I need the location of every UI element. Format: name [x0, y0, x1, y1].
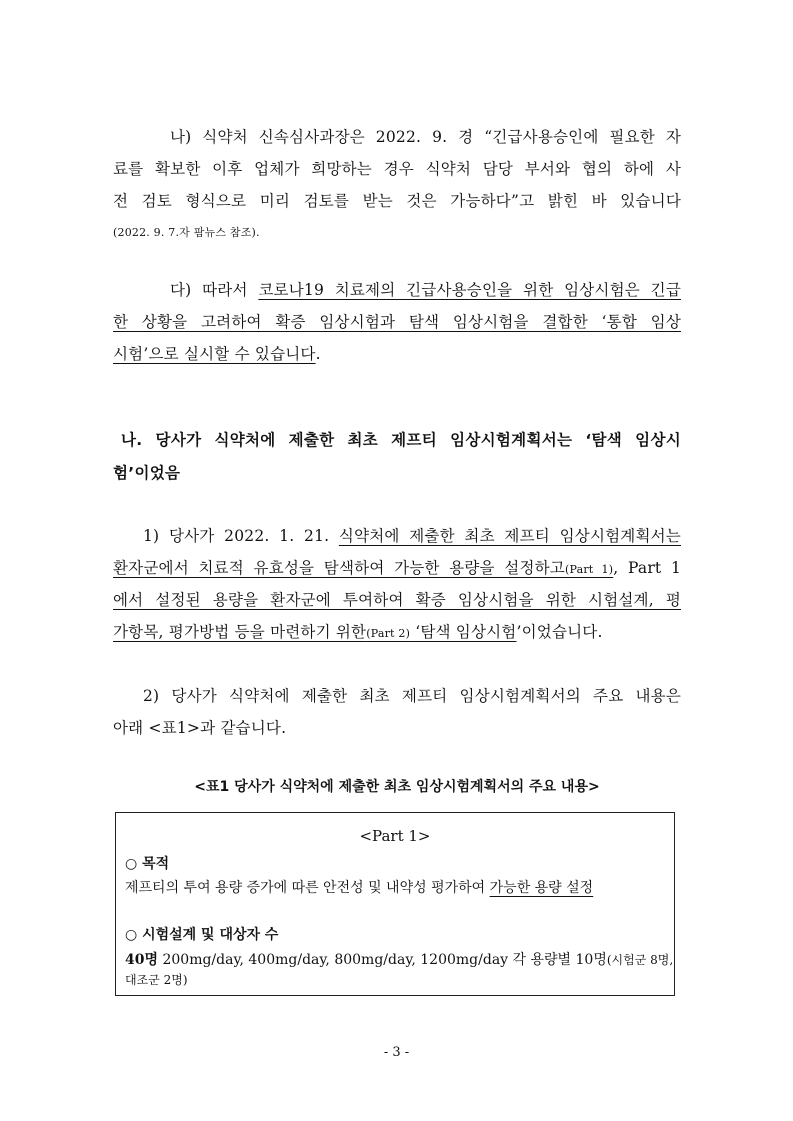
underlined-text: ‘탐색 임상시험	[410, 623, 517, 641]
underlined-text: 한 상황을 고려하여 확증 임상시험과 탐색 임상시험을 결합한 ‘통합 임상	[113, 313, 681, 331]
text-line	[113, 552, 681, 584]
design-count: 40명	[125, 952, 159, 968]
underlined-text: 에서 설정된 용량을 환자군에 투여하여 확증 임상시험을 위한 시험설계, 평	[113, 591, 681, 609]
design-text-line2	[125, 971, 670, 988]
section-heading-na	[113, 424, 681, 490]
text-line: 전 검토 형식으로 미리 검토를 받는 것은 가능하다”고 밝힌 바 있습니다	[113, 192, 681, 210]
underlined-text: 가능한 용량 설정	[489, 880, 594, 896]
text-line	[113, 306, 681, 338]
underlined-text: 가항목, 평가방법 등을 마련하기 위한	[113, 623, 367, 641]
text-line: 료를 확보한 이후 업체가 희망하는 경우 식약처 담당 부서와 협의 하에 사	[113, 160, 681, 178]
text-line: 아래 <표1>과 같습니다.	[113, 719, 287, 737]
underlined-text: 코로나19 치료제의 긴급사용승인을 위한 임상시험은 긴급	[258, 281, 681, 299]
underlined-small-text: (Part 2)	[366, 627, 411, 640]
text-plain: , Part 1	[613, 559, 682, 577]
table-caption: <표1 당사가 식약처에 제출한 최초 임상시험계획서의 주요 내용>	[194, 779, 600, 795]
paragraph-da-conclusion	[113, 274, 681, 370]
text-plain: 200mg/day, 400mg/day, 800mg/day, 1200mg/day 각 용량별 10명	[158, 952, 607, 968]
underlined-small-text: (Part 1)	[564, 563, 614, 576]
heading-line: 나. 당사가 식약처에 제출한 최초 제프티 임상시험계획서는 ‘탐색 임상시	[121, 431, 681, 449]
paragraph-na-review	[113, 121, 681, 249]
purpose-text	[125, 877, 670, 897]
text-line	[113, 584, 681, 616]
text-plain: 다) 따라서	[170, 281, 259, 299]
paragraph-1-protocol	[113, 520, 681, 648]
paragraph-2-summary	[113, 680, 681, 744]
heading-line: 험’이었음	[113, 464, 181, 482]
design-text	[125, 949, 674, 969]
text-line: 나) 식약처 신속심사과장은 2022. 9. 경 “긴급사용승인에 필요한 자	[170, 128, 681, 146]
small-text: (시험군 8명,	[606, 953, 674, 967]
text-line	[113, 616, 681, 648]
text-plain: 1) 당사가 2022. 1. 21.	[143, 527, 339, 545]
text-plain: ’이었습니다.	[516, 623, 603, 641]
text-line	[113, 274, 681, 306]
page-number: - 3 -	[383, 1045, 410, 1060]
text-line	[113, 520, 681, 552]
table-box	[115, 812, 675, 996]
underlined-text: 시험’으로 실시할 수 있습니다	[113, 345, 316, 363]
text-plain: 제프티의 투여 용량 증가에 따른 안전성 및 내약성 평가하여	[125, 880, 490, 896]
small-text: 대조군 2명)	[125, 973, 188, 987]
design-label: ○ 시험설계 및 대상자 수	[125, 927, 279, 943]
text-line	[113, 338, 681, 370]
underlined-text: 환자군에서 치료적 유효성을 탐색하여 가능한 용량을 설정하고	[113, 559, 565, 577]
text-line-citation: (2022. 9. 7.자 팜뉴스 참조).	[113, 226, 260, 239]
text-line: 2) 당사가 식약처에 제출한 최초 제프티 임상시험계획서의 주요 내용은	[143, 687, 681, 705]
underlined-text: 식약처에 제출한 최초 제프티 임상시험계획서는	[338, 527, 681, 545]
text-plain: .	[315, 345, 321, 363]
table-box-title: <Part 1>	[359, 827, 431, 845]
purpose-label: ○ 목적	[125, 856, 170, 872]
